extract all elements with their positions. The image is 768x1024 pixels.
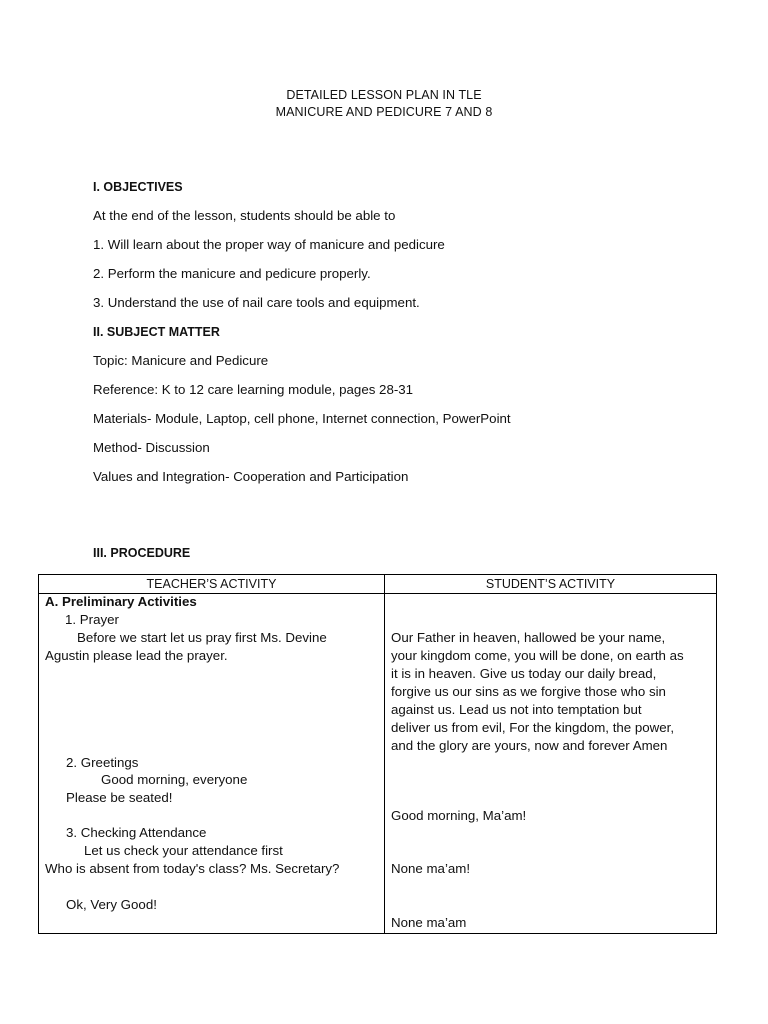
greetings-line: Good morning, everyone <box>101 772 248 787</box>
attendance-line: Let us check your attendance first <box>84 843 283 858</box>
student-activity-header: STUDENT’S ACTIVITY <box>385 575 717 594</box>
teacher-activity-header: TEACHER’S ACTIVITY <box>39 575 385 594</box>
table-header-row <box>39 575 717 594</box>
preliminary-activities-label: A. Preliminary Activities <box>45 594 197 609</box>
teacher-ok: Ok, Very Good! <box>66 897 157 912</box>
objectives-heading: I. OBJECTIVES <box>93 180 183 194</box>
objectives-intro: At the end of the lesson, students should be able to <box>93 208 396 223</box>
prayer-instruction: Before we start let us pray first Ms. Devine <box>77 630 327 645</box>
student-absent-reply: None ma’am! <box>391 861 471 876</box>
subject-values: Values and Integration- Cooperation and Participation <box>93 469 409 484</box>
attendance-question: Who is absent from today's class? Ms. Secretary? <box>45 861 340 876</box>
student-activity-cell <box>385 594 717 934</box>
greetings-seated: Please be seated! <box>66 790 173 805</box>
procedure-table <box>38 574 717 934</box>
subject-topic: Topic: Manicure and Pedicure <box>93 353 269 368</box>
student-greeting-reply: Good morning, Ma’am! <box>391 808 527 823</box>
attendance-label: 3. Checking Attendance <box>66 825 207 840</box>
objective-item: 3. Understand the use of nail care tools and equipment. <box>93 295 420 310</box>
subject-reference: Reference: K to 12 care learning module, pages 28-31 <box>93 382 414 397</box>
subject-method: Method- Discussion <box>93 440 210 455</box>
document-title: DETAILED LESSON PLAN IN TLE <box>286 88 482 102</box>
student-final-reply: None ma’am <box>391 915 467 930</box>
objective-item: 2. Perform the manicure and pedicure properly. <box>93 266 371 281</box>
prayer-label: 1. Prayer <box>65 612 119 627</box>
greetings-label: 2. Greetings <box>66 755 139 770</box>
document-subtitle: MANICURE AND PEDICURE 7 AND 8 <box>275 105 493 119</box>
procedure-heading: III. PROCEDURE <box>93 546 191 560</box>
prayer-instruction-cont: Agustin please lead the prayer. <box>45 648 228 663</box>
objective-item: 1. Will learn about the proper way of manicure and pedicure <box>93 237 445 252</box>
student-prayer: Our Father in heaven, hallowed be your name, your kingdom come, you will be done, on earth as it is in heaven. Give us today our daily bread, forgive us our sins as we forgive those who sin against us. Lead us not into temptation but deliver us from evil, For the kingdom, the power, and the glory are yours, now and forever Amen <box>391 630 684 753</box>
table-row <box>39 594 717 934</box>
subject-matter-heading: II. SUBJECT MATTER <box>93 325 220 339</box>
teacher-activity-cell <box>39 594 385 934</box>
subject-materials: Materials- Module, Laptop, cell phone, Internet connection, PowerPoint <box>93 411 511 426</box>
